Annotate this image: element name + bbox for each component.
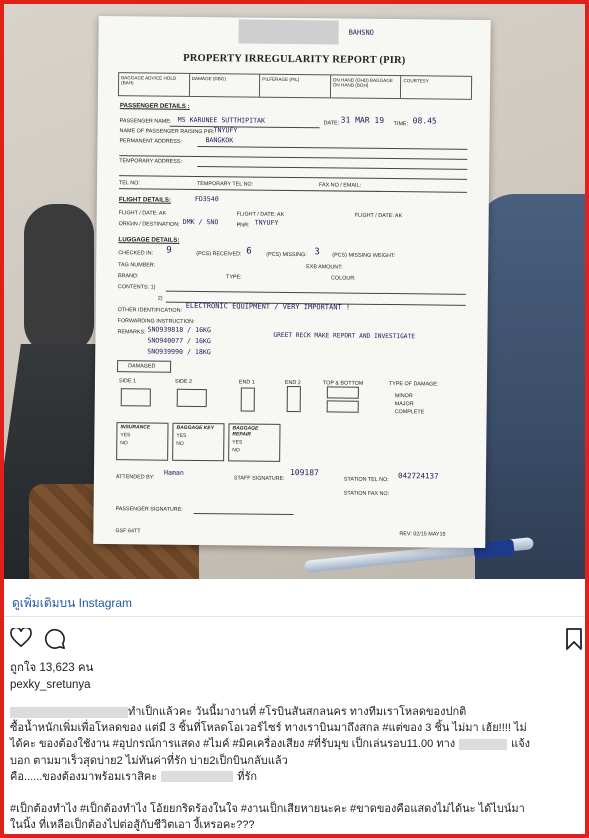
bookmark-icon[interactable] [565,628,583,650]
suitcase-bottom-icon [327,400,359,412]
damage-type: COMPLETE [394,409,425,416]
contents-label: CONTENTS: 1) [117,284,156,291]
damaged-label: DAMAGED [128,363,156,370]
post-photo[interactable] [4,4,585,579]
station-tel-value: 042724137 [397,471,439,481]
pcs-missing-weight-label: (PCS) MISSING WEIGHT: [332,252,396,260]
caption-text: แจ้ง [511,738,531,751]
type-of-damage-label: TYPE OF DAMAGE: [388,381,439,388]
remarks-value: SNO940077 / 16KG [147,336,211,346]
baggage-key-table [172,423,224,462]
caption-blank-line [10,785,576,801]
insurance-table [116,422,168,461]
damage-type: MINOR [394,393,413,400]
flight-date-label-3: FLIGHT / DATE: AK [354,212,403,220]
contents-2-label: 2) [157,295,163,302]
suitcase-end2-icon [287,386,301,412]
staff-signature-label: STAFF SIGNATURE: [233,475,285,482]
suitcase-side2-icon [177,389,207,407]
caption-text: คือ......ของต้องมาพร้อมเราสิคะ [10,770,158,783]
tag-number-label: TAG NUMBER: [118,262,156,269]
no-label: NO [120,440,128,447]
side-label: END 2 [284,379,301,387]
permanent-address-label: PERMANENT ADDRESS: [119,138,183,145]
table-header: INSURANCE [120,424,151,431]
caption-line [10,704,576,720]
attended-by-value: Haman [163,468,184,477]
remarks-value: SNO939990 / 18KG [147,347,211,357]
caption-text: ได้คะ ของต้องใช้งาน #อุปกรณ์การแสดง #ไมค์ #มิคเครื่องเสียง #ที่รับมุข เป็กเล่นรอบ11.00 ทาง [10,738,456,751]
forwarding-label: FORWARDING INSTRUCTION: [117,318,195,325]
caption-line [10,753,576,769]
caption-line [10,769,576,785]
other-id-label: OTHER IDENTIFICATION: [117,307,183,314]
pcs-missing-value: 3 [314,247,320,258]
permanent-address-value: BANGKOK [205,136,234,145]
fax-label: FAX NO / EMAIL: [318,182,361,189]
other-id-value: ELECTRONIC EQUIPMENT / VERY IMPORTANT ! [185,301,351,312]
rev-label: REV: 02/15 MAY15 [399,531,446,538]
baggage-repair-table [228,423,280,462]
pnr-value: TNYUFY [254,218,279,227]
flight-date-label-2: FLIGHT / DATE: AK [236,211,285,218]
suitcase-side1-icon [121,388,151,406]
corner-code: BAHSNO [348,28,374,37]
remarks-label: REMARKS: [117,329,146,336]
caption-text: บอก ตามมาเร็วสุดบ่าย2 ไม่ทันค่าที่รัก บ่าย2เป็กบินกลับแล้ว [10,754,288,767]
caption-text: ซื้อน้ำหนักเพิ่มเพื่อโหลดของ แต่มี 3 ชิ้นที่โหลดโอเวอร์ไซร์ ทางเราบินมาถึงสกล #แต่ของ 3 ชิ้น ไม่มา เฮ้ย!!!! ไม่ [10,722,527,735]
caption-line [10,736,576,752]
flight-details-heading: FLIGHT DETAILS: [118,196,172,204]
passenger-details-heading: PASSENGER DETAILS : [119,102,190,110]
yes-label: YES [120,432,131,439]
heart-icon[interactable] [10,628,32,648]
header-box: DAMAGE (DBG) [190,74,261,97]
view-more-instagram-link[interactable]: ดูเพิ่มเติมบน Instagram [12,596,133,610]
side-label: TOP & BOTTOM [322,380,364,387]
brand-label: BRAND: [118,273,139,280]
comment-icon[interactable] [44,628,66,650]
origin-value: DMK / SNO [182,217,219,227]
caption-text: #เป็กต้องทำไง #เป็กต้องทำไง โอ้ยยกริดร้องในใจ #งานเป็กเสียหายนะคะ #ขาดของคือแสดงไม่ได้นะ ได้ไบน์มา [10,803,525,816]
no-label: NO [176,440,184,447]
passenger-signature-label: PASSENGER SIGNATURE: [115,506,183,513]
damage-type: MAJOR [394,401,414,408]
caption-text: ที่รัก [237,770,258,783]
type-label: TYPE: [226,274,242,281]
pnr-label: PNR: [236,222,250,229]
caption-text: ในนิ้ง ที่เหลือเป็กต้องไปต่อสู้กับชีวิตเอา งี้เหรอคะ??? [10,819,255,832]
footer-code: GSF 64TT [115,528,141,535]
caption-text: ทำเป็กแล้วคะ วันนี้มางานที่ #โรบินสันสกลนคร ทางทีมเราโหลดของปกติ [128,706,467,718]
pcs-received-label: (PCS) RECEIVED: [196,250,242,258]
temp-tel-label: TEMPORARY TEL NO: [196,181,254,188]
flight-code-value: FD3540 [194,194,219,204]
colour-label: COLOUR: [331,275,356,282]
time-value: 08.45 [412,116,437,126]
remarks-value: SNO939818 / 16KG [147,325,212,335]
raising-pir-label: NAME OF PASSENGER RAISING PIR: [119,128,215,136]
caption-line [10,720,576,736]
table-header: BAGGAGE KEY [176,424,215,432]
checked-in-value: 9 [166,245,172,256]
tel-label: TEL NO: [118,180,140,187]
header-box: ON HAND (OHD) BAGGAGE ON HAND (BOH) [331,75,402,98]
suitcase-top-icon [327,386,359,398]
post-frame [4,4,585,834]
raising-pir-value: TNYUFY [213,126,238,135]
station-fax-label: STATION FAX NO: [343,490,390,498]
caption-line [10,817,576,833]
redacted-text [459,739,507,750]
yes-label: YES [232,439,243,446]
luggage-heading: LUGGAGE DETAILS: [118,236,180,244]
post-caption [10,704,576,833]
side-label: SIDE 1 [118,378,137,385]
header-box: COURTESY [403,78,429,84]
divider [4,616,585,617]
remarks-note: GREET RECK MAKE REPORT AND INVESTIGATE [273,331,416,341]
passenger-name-label: PASSENGER NAME: [119,118,172,125]
temporary-address-label: TEMPORARY ADDRESS: [119,158,183,165]
caption-line [10,801,576,817]
date-value: 31 MAR 19 [340,115,385,125]
header-box: BAGGAGE ADVICE HOLD (BAH) [119,73,190,96]
date-label: DATE: [323,120,340,127]
form-title: PROPERTY IRREGULARITY REPORT (PIR) [183,52,406,67]
yes-label: YES [176,432,187,439]
pcs-received-value: 6 [246,246,252,257]
origin-label: ORIGIN / DESTINATION: [118,221,180,228]
flight-date-label: FLIGHT / DATE: AK [118,210,167,217]
photo-jeans-right [475,194,585,579]
no-label: NO [232,447,240,454]
photo-shadow [24,204,94,354]
staff-signature-value: 109187 [289,467,319,478]
redacted-logo [238,19,338,44]
side-label: SIDE 2 [174,378,193,385]
header-box: PILFERAGE (PIL) [260,75,331,98]
side-label: END 1 [238,379,255,386]
suitcase-end1-icon [241,387,255,411]
pir-form [93,16,491,548]
station-tel-label: STATION TEL NO: [343,476,389,484]
exb-amount-label: EXB AMOUNT: [306,264,343,271]
redacted-text [10,707,128,718]
post-username[interactable]: pexky_sretunya [10,679,91,691]
header-boxes [118,72,472,100]
passenger-name-value: MS KARUNEE SUTTHIPITAK [177,115,266,125]
damaged-box [117,360,171,373]
redacted-text [161,771,233,782]
attended-by-label: ATTENDED BY: [115,474,155,481]
like-count[interactable]: ถูกใจ 13,623 คน [10,662,94,674]
checked-in-label: CHECKED IN: [118,250,154,257]
pcs-missing-label: (PCS) MISSING: [266,251,307,259]
time-label: TIME: [393,121,409,128]
table-header: BAGGAGE REPAIR [232,425,259,438]
